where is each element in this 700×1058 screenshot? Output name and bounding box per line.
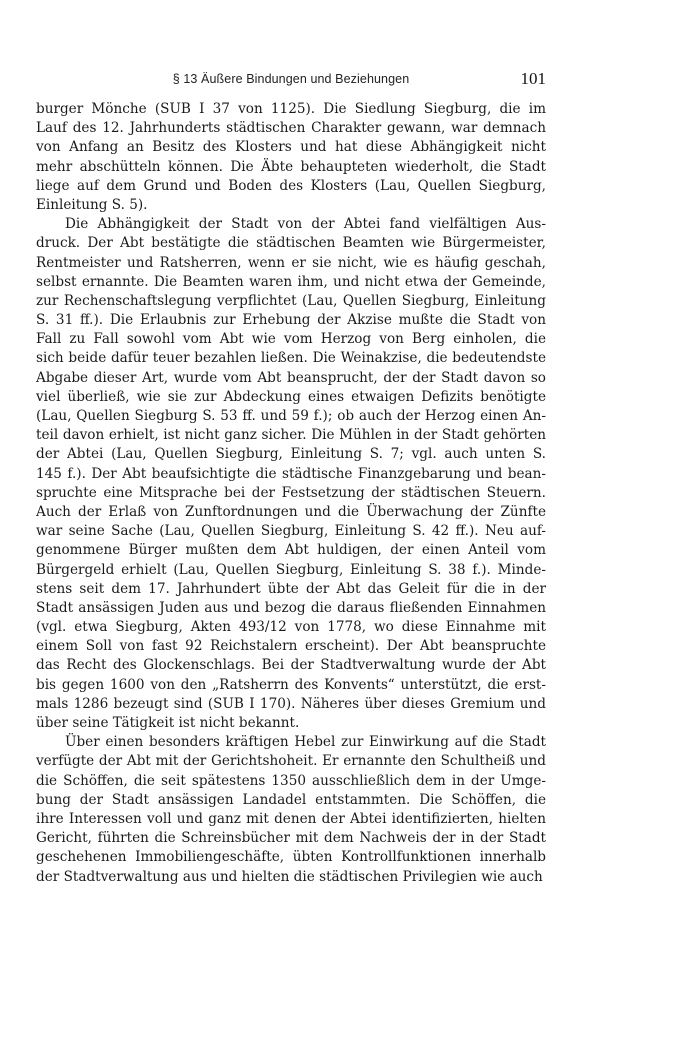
paragraph xyxy=(36,100,546,215)
text-line: Bürgergeld erhielt (Lau, Quellen Siegburg, Einleitung S. 38 f.). Minde- xyxy=(36,561,546,578)
text-line: Gericht, führten die Schreinsbücher mit dem Nachweis der in der Stadt xyxy=(36,830,546,847)
text-line: Stadt ansässigen Juden aus und bezog die daraus fließenden Einnahmen xyxy=(36,599,546,616)
text-line: über seine Tätigkeit ist nicht bekannt. xyxy=(36,715,300,731)
text-line: das Recht des Glockenschlags. Bei der Stadtverwaltung wurde der Abt xyxy=(36,657,546,674)
text-line: Fall zu Fall sowohl vom Abt wie vom Herzog von Berg einholen, die xyxy=(36,331,546,348)
body-text xyxy=(36,100,546,887)
text-line: bis gegen 1600 von den „Ratsherrn des Konvents“ unterstützt, die erst- xyxy=(36,676,546,693)
text-line: genommene Bürger mußten dem Abt huldigen, der einen Anteil vom xyxy=(36,542,546,559)
text-line: sich beide dafür teuer bezahlen ließen. Die Weinakzise, die bedeutendste xyxy=(36,350,546,367)
running-head xyxy=(36,69,546,94)
text-line: verfügte der Abt mit der Gerichtshoheit. Er ernannte den Schultheiß und xyxy=(36,753,546,770)
text-line: viel überließ, wie sie zur Abdeckung eines etwaigen Defizits benötigte xyxy=(36,388,546,405)
text-line: die Schöffen, die seit spätestens 1350 ausschließlich dem in der Umge- xyxy=(36,772,546,789)
text-line: Lauf des 12. Jahrhunderts städtischen Charakter gewann, war demnach xyxy=(36,120,546,137)
running-title: § 13 Äußere Bindungen und Beziehungen xyxy=(172,72,410,86)
text-line: zur Rechenschaftslegung verpflichtet (Lau, Quellen Siegburg, Einleitung xyxy=(36,292,546,309)
text-line: ihre Interessen voll und ganz mit denen der Abtei identifizierten, hielten xyxy=(36,810,546,827)
text-line: selbst ernannte. Die Beamten waren ihm, und nicht etwa der Gemeinde, xyxy=(36,273,546,290)
text-line: teil davon erhielt, ist nicht ganz sicher. Die Mühlen in der Stadt gehörten xyxy=(36,427,546,444)
text-line: liege auf dem Grund und Boden des Klosters (Lau, Quellen Siegburg, xyxy=(36,177,546,194)
text-line: der Abtei (Lau, Quellen Siegburg, Einleitung S. 7; vgl. auch unten S. xyxy=(36,446,546,463)
text-line: 145 f.). Der Abt beaufsichtigte die städtische Finanzgebarung und bean- xyxy=(36,465,546,482)
text-line: mals 1286 bezeugt sind (SUB I 170). Näheres über dieses Gremium und xyxy=(36,695,546,712)
text-line: war seine Sache (Lau, Quellen Siegburg, Einleitung S. 42 ff.). Neu auf- xyxy=(36,523,546,540)
text-line: burger Mönche (SUB I 37 von 1125). Die Siedlung Siegburg, die im xyxy=(36,101,546,117)
text-line: stens seit dem 17. Jahrhundert übte der Abt das Geleit für die in der xyxy=(36,580,546,597)
text-line: druck. Der Abt bestätigte die städtischen Beamten wie Bürgermeister, xyxy=(36,235,546,252)
text-line: Einleitung S. 5). xyxy=(36,196,148,213)
text-line: Abgabe dieser Art, wurde vom Abt beansprucht, der der Stadt davon so xyxy=(36,369,546,386)
text-line: Die Abhängigkeit der Stadt von der Abtei fand vielfältigen Aus- xyxy=(65,216,546,233)
text-line: S. 31 ff.). Die Erlaubnis zur Erhebung der Akzise mußte die Stadt von xyxy=(36,312,546,329)
paragraph xyxy=(36,733,546,887)
text-line: spruchte eine Mitsprache bei der Festsetzung der städtischen Steuern. xyxy=(36,484,546,501)
text-line: Auch der Erlaß von Zunftordnungen und die Überwachung der Zünfte xyxy=(36,503,546,520)
text-line: Rentmeister und Ratsherren, wenn er sie nicht, wie es häufig geschah, xyxy=(36,254,546,271)
text-line: bung der Stadt ansässigen Landadel entstammten. Die Schöffen, die xyxy=(36,791,546,808)
text-line: von Anfang an Besitz des Klosters und hat diese Abhängigkeit nicht xyxy=(36,139,546,156)
text-line: einem Soll von fast 92 Reichstalern erscheint). Der Abt beanspruchte xyxy=(36,638,546,655)
text-line: Über einen besonders kräftigen Hebel zur Einwirkung auf die Stadt xyxy=(65,734,546,751)
text-line: geschehenen Immobiliengeschäfte, übten Kontrollfunktionen innerhalb xyxy=(36,849,546,866)
text-line: mehr abschütteln können. Die Äbte behaupteten wiederholt, die Stadt xyxy=(36,158,546,175)
paragraph xyxy=(36,215,546,733)
text-line: (Lau, Quellen Siegburg S. 53 ff. und 59 f.); ob auch der Herzog einen An- xyxy=(36,408,546,424)
page-number: 101 xyxy=(520,69,546,88)
text-line: (vgl. etwa Siegburg, Akten 493/12 von 1778, wo diese Einnahme mit xyxy=(36,619,546,636)
text-line: der Stadtverwaltung aus und hielten die städtischen Privilegien wie auch xyxy=(36,868,543,885)
